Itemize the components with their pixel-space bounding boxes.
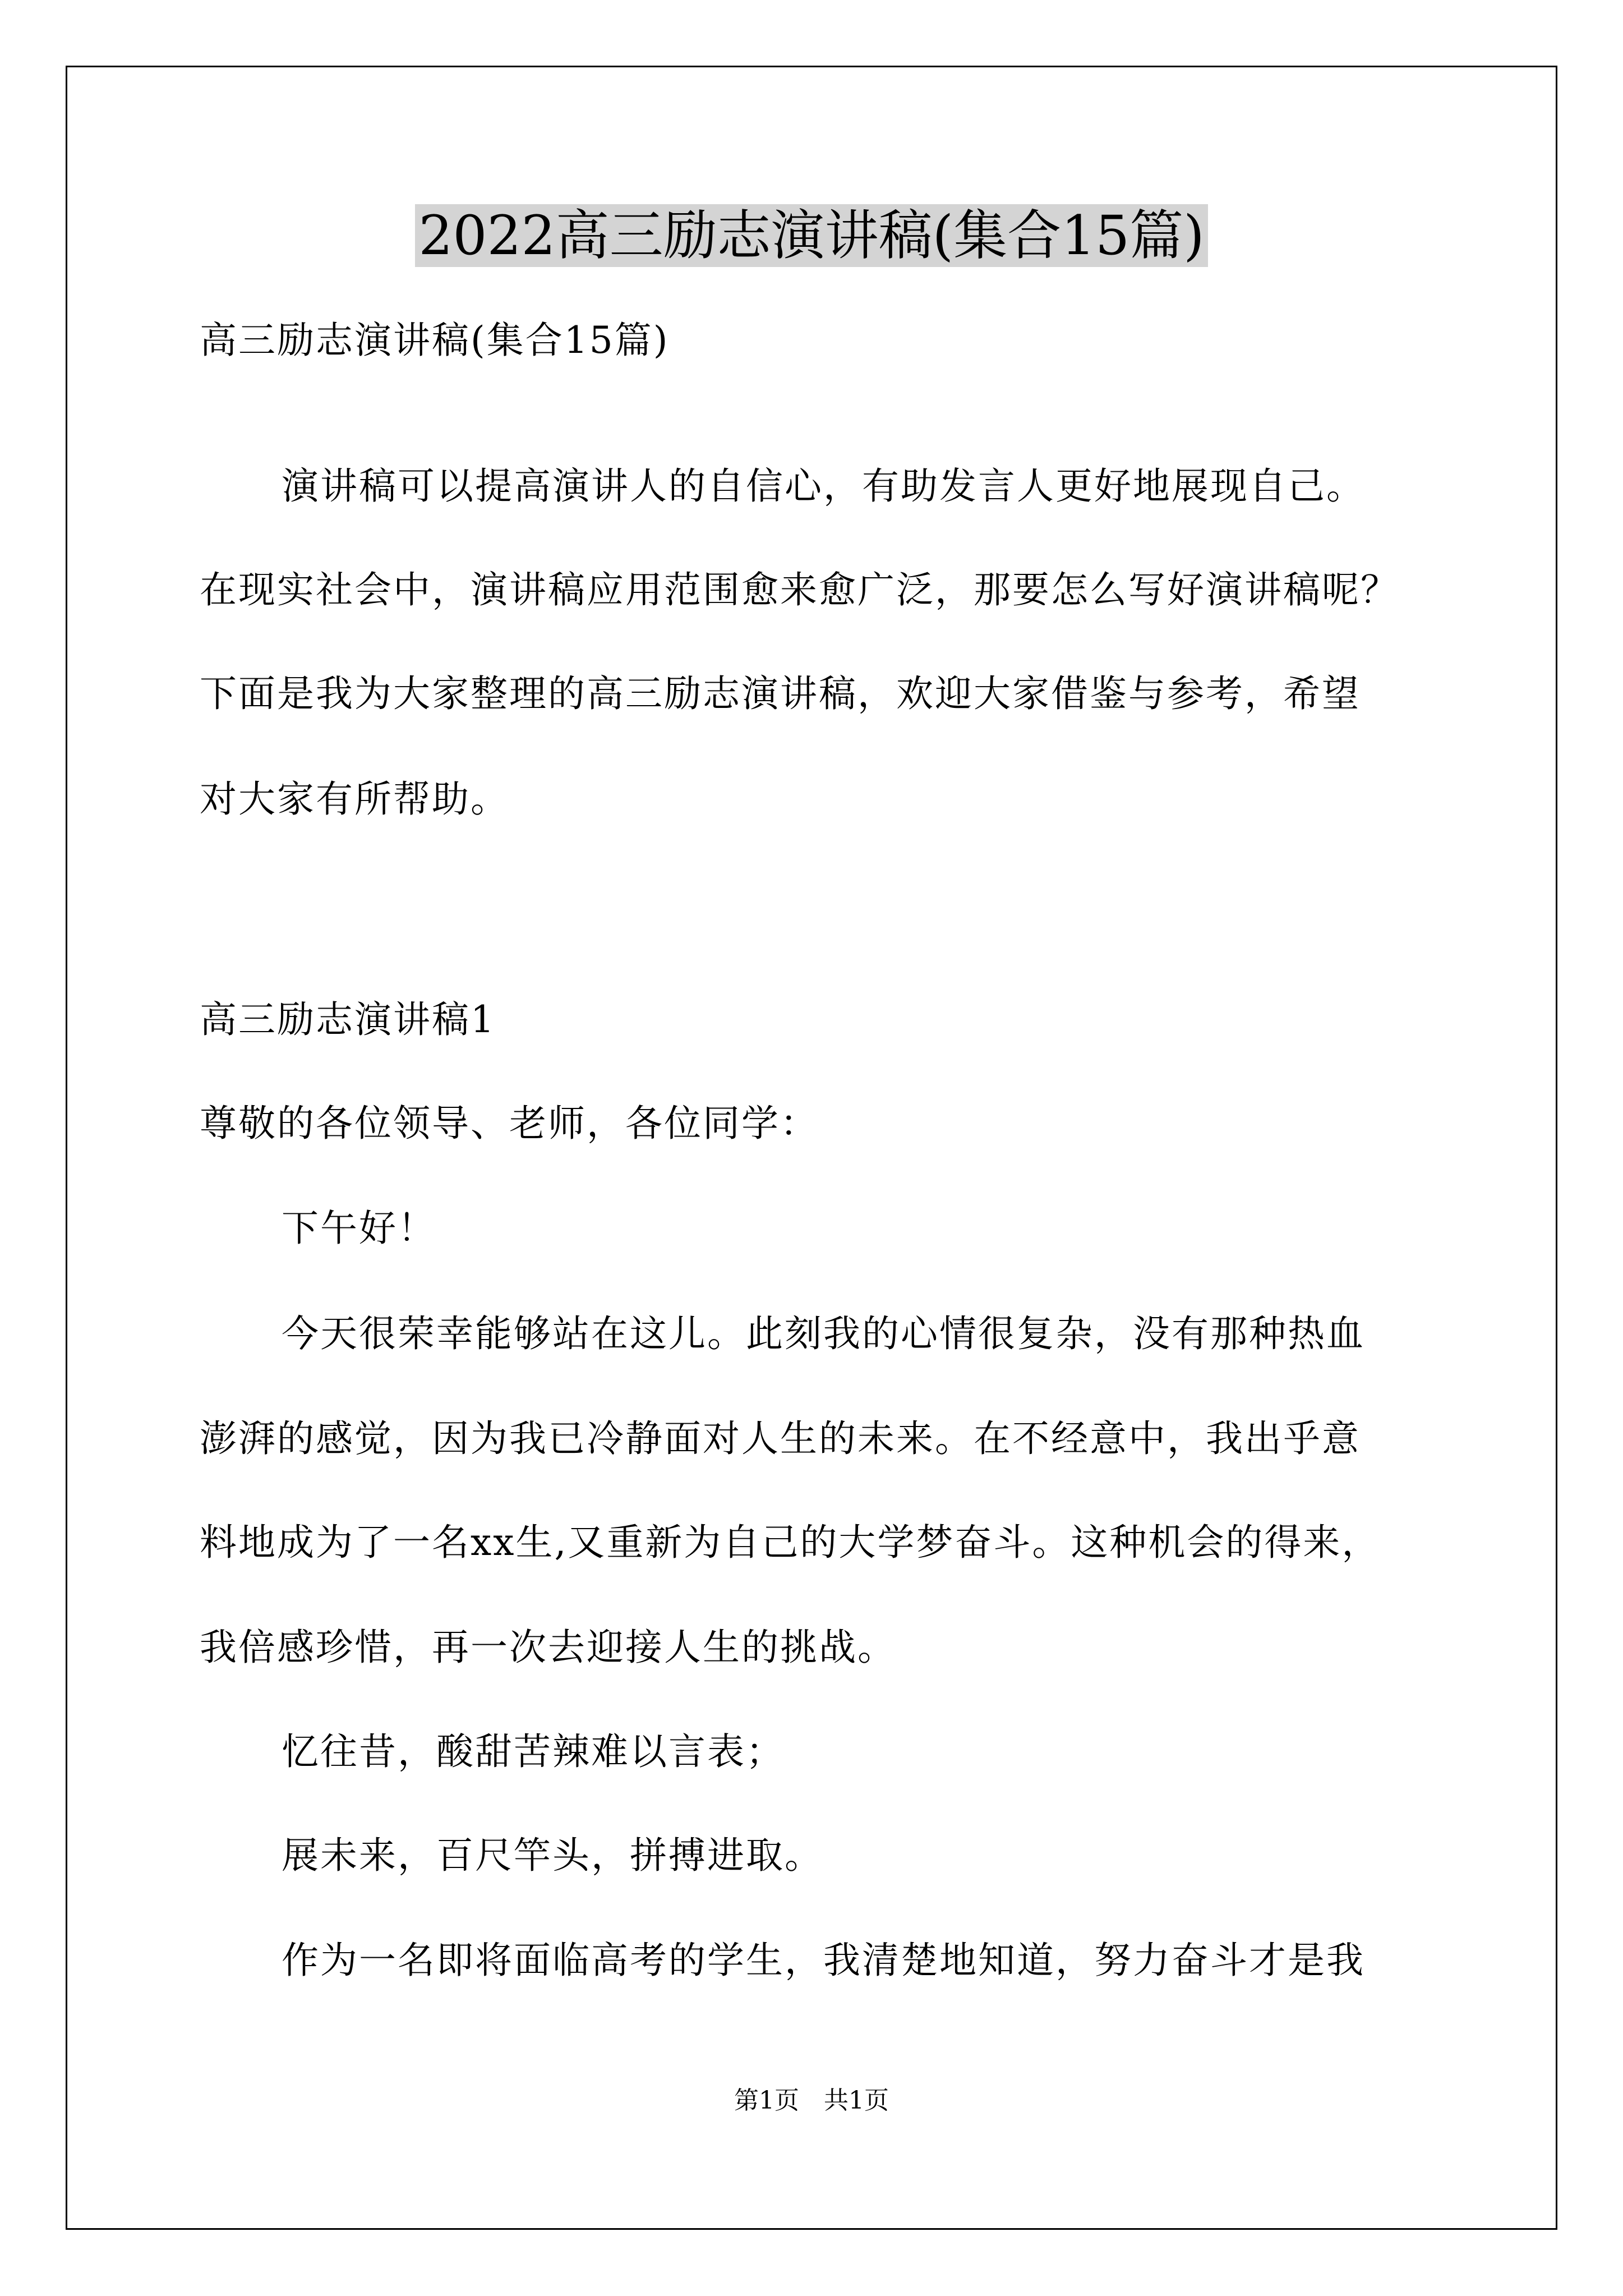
paragraph-line: 今天很荣幸能够站在这儿。此刻我的心情很复杂，没有那种热血 [282,1312,1365,1355]
greeting-line: 下午好！ [282,1207,436,1250]
paragraph-line: 作为一名即将面临高考的学生，我清楚地知道，努力奋斗才是我 [282,1939,1365,1982]
paragraph-line: 澎湃的感觉，因为我已冷静面对人生的未来。在不经意中，我出乎意 [200,1417,1361,1460]
paragraph-line: 忆往昔，酸甜苦辣难以言表； [282,1730,785,1773]
paragraph-line: 下面是我为大家整理的高三励志演讲稿，欢迎大家借鉴与参考，希望 [200,672,1361,715]
subtitle-line: 高三励志演讲稿(集合15篇) [200,319,670,362]
document-title [0,196,1623,275]
document-title-text: 2022高三励志演讲稿(集合15篇) [415,204,1207,267]
paragraph-line: 展未来，百尺竿头，拼搏进取。 [282,1834,823,1877]
paragraph-line: 在现实社会中，演讲稿应用范围愈来愈广泛，那要怎么写好演讲稿呢？ [200,568,1399,611]
salutation-line: 尊敬的各位领导、老师，各位同学： [200,1102,819,1145]
paragraph-line: 我倍感珍惜，再一次去迎接人生的挑战。 [200,1626,896,1669]
page-number-footer: 第1页 共1页 [734,2086,889,2115]
paragraph-line: 对大家有所帮助。 [200,777,509,821]
section-heading: 高三励志演讲稿1 [200,998,496,1041]
paragraph-line: 料地成为了一名xx生,又重新为自己的大学梦奋斗。这种机会的得来， [200,1521,1381,1564]
paragraph-line: 演讲稿可以提高演讲人的自信心，有助发言人更好地展现自己。 [282,464,1365,508]
